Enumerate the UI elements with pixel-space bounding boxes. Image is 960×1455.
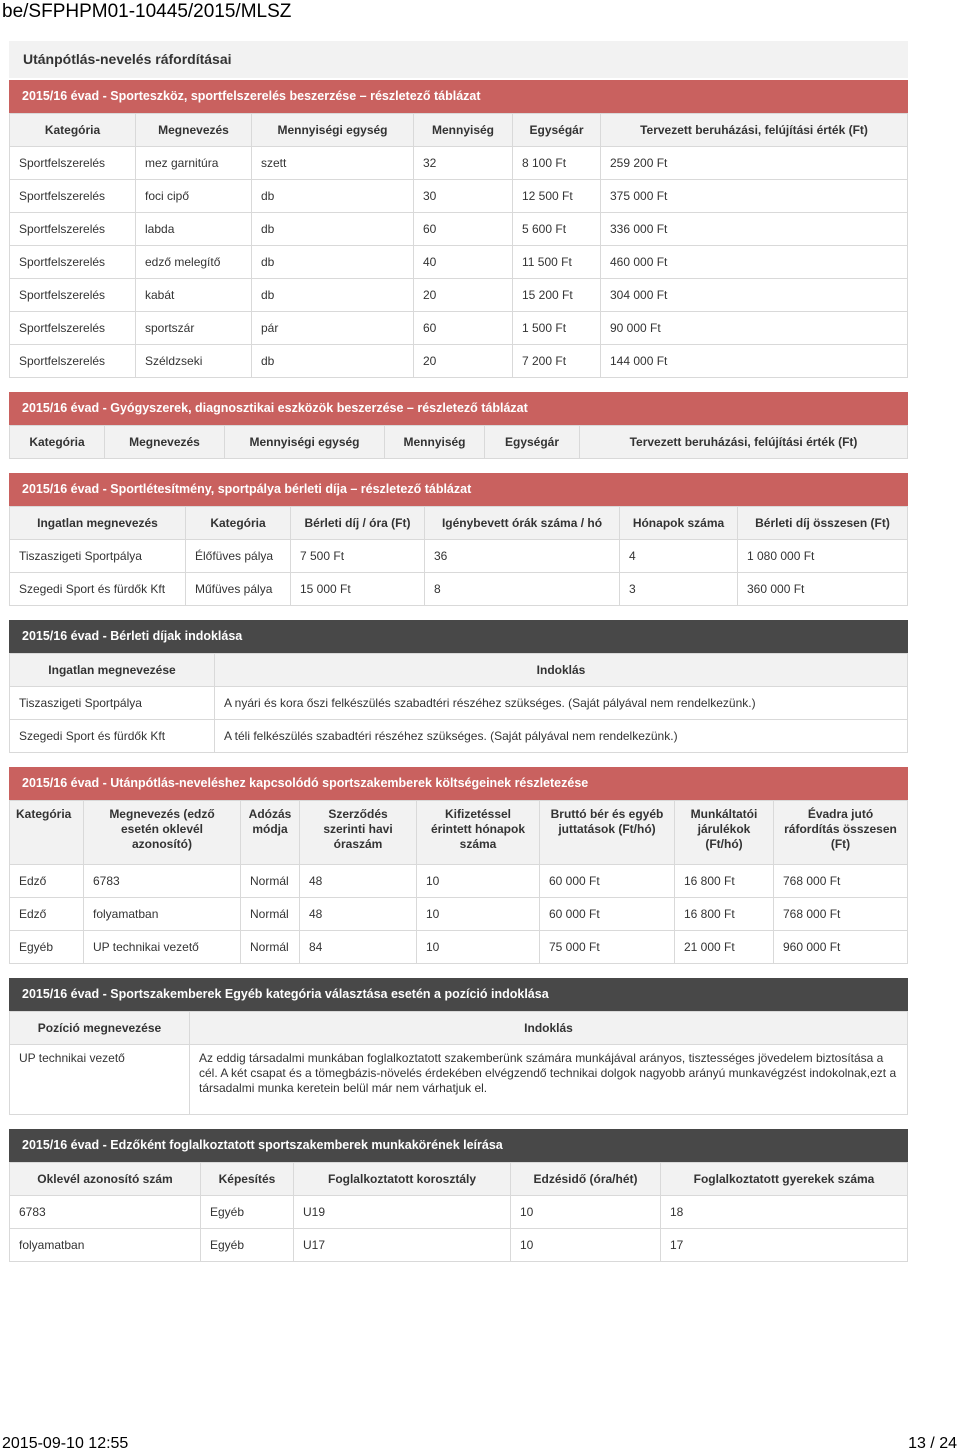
table-cell: 48 [300, 865, 417, 898]
table-cell: Egyéb [201, 1196, 294, 1229]
table-cell: 10 [511, 1196, 661, 1229]
table-cell: 75 000 Ft [540, 931, 675, 964]
col-header: Mennyiségi egység [225, 426, 385, 459]
table-cell: 17 [661, 1229, 908, 1262]
table-cell: 60 [414, 312, 513, 345]
table-cell: 768 000 Ft [774, 898, 908, 931]
table-cell: 21 000 Ft [675, 931, 774, 964]
table-cell: Sportfelszerelés [10, 312, 136, 345]
table-cell: Sportfelszerelés [10, 345, 136, 378]
col-header: Pozíció megnevezése [10, 1012, 190, 1045]
table-cell: U19 [294, 1196, 511, 1229]
other-position-table [9, 978, 908, 1115]
table-cell: 15 200 Ft [513, 279, 601, 312]
col-header: Megnevezés [105, 426, 225, 459]
table-cell: foci cipő [136, 180, 252, 213]
table-cell: 259 200 Ft [601, 147, 908, 180]
col-header: Hónapok száma [620, 507, 738, 540]
col-header: Tervezett beruházási, felújítási érték (Ft) [580, 426, 908, 459]
section-title: Utánpótlás-nevelés ráfordításai [9, 41, 908, 78]
table-cell: 20 [414, 279, 513, 312]
table-cell: 32 [414, 147, 513, 180]
table-header-row [10, 114, 908, 147]
table-cell: db [252, 345, 414, 378]
table-row [10, 573, 908, 606]
table-cell: 8 100 Ft [513, 147, 601, 180]
footer-page-number: 13 / 24 [908, 1435, 957, 1452]
equipment-table-title: 2015/16 évad - Sporteszköz, sportfelszerelés beszerzése – részletező táblázat [9, 80, 908, 113]
table-cell: 8 [425, 573, 620, 606]
coach-role-table-title: 2015/16 évad - Edzőként foglalkoztatott sportszakemberek munkakörének leírása [9, 1129, 908, 1162]
col-header: Indoklás [215, 654, 908, 687]
table-cell: folyamatban [84, 898, 241, 931]
table-cell: Sportfelszerelés [10, 246, 136, 279]
table-cell: 6783 [84, 865, 241, 898]
table-cell: 144 000 Ft [601, 345, 908, 378]
table-cell: Sportfelszerelés [10, 213, 136, 246]
table-cell: 60 000 Ft [540, 865, 675, 898]
table-cell: 304 000 Ft [601, 279, 908, 312]
table-cell: 84 [300, 931, 417, 964]
table-row [10, 180, 908, 213]
col-header: Igénybevett órák száma / hó [425, 507, 620, 540]
table-cell: Normál [241, 898, 300, 931]
table-cell: edző melegítő [136, 246, 252, 279]
col-header: Kifizetéssel érintett hónapok száma [417, 801, 540, 865]
col-header: Foglalkoztatott gyerekek száma [661, 1163, 908, 1196]
col-header: Évadra jutó ráfordítás összesen (Ft) [774, 801, 908, 865]
table-row [10, 687, 908, 720]
col-header: Bruttó bér és egyéb juttatások (Ft/hó) [540, 801, 675, 865]
col-header: Edzésidő (óra/hét) [511, 1163, 661, 1196]
table-header-row [10, 507, 908, 540]
equipment-table [9, 80, 908, 378]
table-cell: 18 [661, 1196, 908, 1229]
table-cell: 16 800 Ft [675, 898, 774, 931]
col-header: Indoklás [190, 1012, 908, 1045]
table-cell: pár [252, 312, 414, 345]
table-cell: 20 [414, 345, 513, 378]
col-header: Mennyiség [385, 426, 485, 459]
table-cell: folyamatban [10, 1229, 201, 1262]
table-cell: Edző [10, 865, 84, 898]
table-cell: sportszár [136, 312, 252, 345]
table-cell: 10 [417, 931, 540, 964]
coach-role-table [9, 1129, 908, 1262]
rent-justification-table [9, 620, 908, 753]
table-cell: Szegedi Sport és fürdők Kft [10, 720, 215, 753]
table-row [10, 931, 908, 964]
table-cell: Széldzseki [136, 345, 252, 378]
col-header: Egységár [485, 426, 580, 459]
col-header: Mennyiség [414, 114, 513, 147]
table-cell: Normál [241, 865, 300, 898]
table-row [10, 1229, 908, 1262]
table-cell: Sportfelszerelés [10, 180, 136, 213]
table-row [10, 1045, 908, 1115]
table-cell: 10 [511, 1229, 661, 1262]
table-row [10, 147, 908, 180]
medicine-table-title: 2015/16 évad - Gyógyszerek, diagnosztikai eszközök beszerzése – részletező táblázat [9, 392, 908, 425]
table-cell: UP technikai vezető [84, 931, 241, 964]
table-header-row [10, 1012, 908, 1045]
table-cell: A nyári és kora őszi felkészülés szabadtéri részéhez szükséges. (Saját pályával nem rendelkezünk.) [215, 687, 908, 720]
table-cell: 3 [620, 573, 738, 606]
table-cell: 460 000 Ft [601, 246, 908, 279]
table-cell: Az eddig társadalmi munkában foglalkoztatott szakemberünk számára munkájával arányos, tisztességes jövedelem biztosítása a cél. A két csapat és a tömegbázis-növelés érdekében elvégzendő technikai dolgok nagyobb arányú munkavégzést indokolnak,ezt a társadalmi munka keretein belül már nem várhatjuk el. [190, 1045, 908, 1115]
table-cell: 4 [620, 540, 738, 573]
table-row [10, 720, 908, 753]
table-cell: 10 [417, 898, 540, 931]
table-cell: U17 [294, 1229, 511, 1262]
table-cell: 5 600 Ft [513, 213, 601, 246]
table-cell: 60 [414, 213, 513, 246]
table-row [10, 898, 908, 931]
report-page [9, 41, 908, 1262]
table-cell: 36 [425, 540, 620, 573]
document-id: be/SFPHPM01-10445/2015/MLSZ [2, 1, 292, 22]
table-cell: 768 000 Ft [774, 865, 908, 898]
table-cell: 11 500 Ft [513, 246, 601, 279]
table-cell: 10 [417, 865, 540, 898]
col-header: Kategória [186, 507, 291, 540]
table-cell: Műfüves pálya [186, 573, 291, 606]
table-row [10, 312, 908, 345]
table-cell: 1 080 000 Ft [738, 540, 908, 573]
table-cell: Edző [10, 898, 84, 931]
col-header: Megnevezés (edző esetén oklevél azonosító) [84, 801, 241, 865]
facility-rent-table [9, 473, 908, 606]
table-cell: 12 500 Ft [513, 180, 601, 213]
col-header: Egységár [513, 114, 601, 147]
col-header: Ingatlan megnevezése [10, 654, 215, 687]
table-row [10, 279, 908, 312]
col-header: Kategória [10, 801, 84, 865]
table-header-row [10, 426, 908, 459]
table-cell: Sportfelszerelés [10, 279, 136, 312]
footer-timestamp: 2015-09-10 12:55 [2, 1435, 129, 1452]
table-cell: 6783 [10, 1196, 201, 1229]
table-cell: 7 200 Ft [513, 345, 601, 378]
col-header: Kategória [10, 426, 105, 459]
table-cell: kabát [136, 279, 252, 312]
col-header: Megnevezés [136, 114, 252, 147]
table-header-row [10, 1163, 908, 1196]
col-header: Bérleti díj összesen (Ft) [738, 507, 908, 540]
col-header: Adózás módja [241, 801, 300, 865]
col-header: Foglalkoztatott korosztály [294, 1163, 511, 1196]
table-cell: 48 [300, 898, 417, 931]
table-row [10, 213, 908, 246]
table-row [10, 246, 908, 279]
table-cell: 30 [414, 180, 513, 213]
table-row [10, 1196, 908, 1229]
table-cell: UP technikai vezető [10, 1045, 190, 1115]
table-cell: labda [136, 213, 252, 246]
table-cell: Élőfüves pálya [186, 540, 291, 573]
table-cell: Sportfelszerelés [10, 147, 136, 180]
staff-cost-table [9, 767, 908, 964]
table-cell: 60 000 Ft [540, 898, 675, 931]
table-cell: 7 500 Ft [291, 540, 425, 573]
table-row [10, 345, 908, 378]
col-header: Bérleti díj / óra (Ft) [291, 507, 425, 540]
table-cell: Egyéb [10, 931, 84, 964]
table-cell: 960 000 Ft [774, 931, 908, 964]
table-cell: Szegedi Sport és fürdők Kft [10, 573, 186, 606]
table-cell: 90 000 Ft [601, 312, 908, 345]
table-header-row [10, 801, 908, 865]
medicine-table [9, 392, 908, 459]
table-cell: 16 800 Ft [675, 865, 774, 898]
table-cell: Tiszaszigeti Sportpálya [10, 540, 186, 573]
table-cell: 40 [414, 246, 513, 279]
table-cell: 375 000 Ft [601, 180, 908, 213]
table-header-row [10, 654, 908, 687]
other-position-table-title: 2015/16 évad - Sportszakemberek Egyéb kategória választása esetén a pozíció indoklása [9, 978, 908, 1011]
col-header: Oklevél azonosító szám [10, 1163, 201, 1196]
table-cell: szett [252, 147, 414, 180]
rent-justification-table-title: 2015/16 évad - Bérleti díjak indoklása [9, 620, 908, 653]
table-cell: db [252, 279, 414, 312]
table-cell: 336 000 Ft [601, 213, 908, 246]
table-cell: db [252, 213, 414, 246]
table-cell: db [252, 246, 414, 279]
col-header: Kategória [10, 114, 136, 147]
table-row [10, 540, 908, 573]
col-header: Mennyiségi egység [252, 114, 414, 147]
staff-cost-table-title: 2015/16 évad - Utánpótlás-neveléshez kapcsolódó sportszakemberek költségeinek részletezése [9, 767, 908, 800]
table-cell: 1 500 Ft [513, 312, 601, 345]
col-header: Ingatlan megnevezés [10, 507, 186, 540]
table-cell: Egyéb [201, 1229, 294, 1262]
table-cell: 360 000 Ft [738, 573, 908, 606]
table-cell: db [252, 180, 414, 213]
table-cell: mez garnitúra [136, 147, 252, 180]
col-header: Képesítés [201, 1163, 294, 1196]
col-header: Munkáltatói járulékok (Ft/hó) [675, 801, 774, 865]
col-header: Tervezett beruházási, felújítási érték (Ft) [601, 114, 908, 147]
table-cell: 15 000 Ft [291, 573, 425, 606]
col-header: Szerződés szerinti havi óraszám [300, 801, 417, 865]
table-cell: Normál [241, 931, 300, 964]
facility-rent-table-title: 2015/16 évad - Sportlétesítmény, sportpálya bérleti díja – részletező táblázat [9, 473, 908, 506]
table-cell: Tiszaszigeti Sportpálya [10, 687, 215, 720]
table-row [10, 865, 908, 898]
table-cell: A téli felkészülés szabadtéri részéhez szükséges. (Saját pályával nem rendelkezünk.) [215, 720, 908, 753]
